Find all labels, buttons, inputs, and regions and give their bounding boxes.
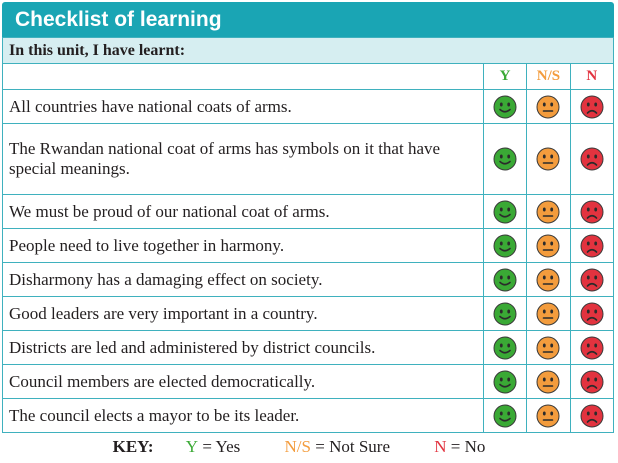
statement-text: We must be proud of our national coat of arms.	[3, 195, 484, 229]
rating-no-cell[interactable]	[570, 263, 613, 297]
checklist	[2, 2, 614, 433]
rating-yes-cell[interactable]	[483, 195, 526, 229]
rating-not-sure-cell[interactable]	[527, 263, 570, 297]
sad-face-icon[interactable]	[580, 336, 604, 360]
rating-yes-cell[interactable]	[483, 297, 526, 331]
table-row	[3, 229, 614, 263]
happy-face-icon[interactable]	[493, 302, 517, 326]
key-label: KEY:	[112, 437, 154, 456]
neutral-face-icon[interactable]	[536, 336, 560, 360]
sad-face-icon[interactable]	[580, 234, 604, 258]
table-row	[3, 399, 614, 433]
statement-text: Districts are led and administered by district councils.	[3, 331, 484, 365]
rating-not-sure-cell[interactable]	[527, 90, 570, 124]
rating-yes-cell[interactable]	[483, 124, 526, 195]
table-row	[3, 331, 614, 365]
happy-face-icon[interactable]	[493, 147, 517, 171]
key-yes-text: = Yes	[202, 437, 241, 456]
key-yes-code: Y	[185, 437, 199, 456]
sad-face-icon[interactable]	[580, 200, 604, 224]
rating-not-sure-cell[interactable]	[527, 124, 570, 195]
rating-yes-cell[interactable]	[483, 331, 526, 365]
rating-no-cell[interactable]	[570, 229, 613, 263]
neutral-face-icon[interactable]	[536, 268, 560, 292]
rating-not-sure-cell[interactable]	[527, 229, 570, 263]
rating-no-cell[interactable]	[570, 90, 613, 124]
statement-text: The council elects a mayor to be its leader.	[3, 399, 484, 433]
neutral-face-icon[interactable]	[536, 370, 560, 394]
header-not-sure: N/S	[527, 64, 570, 90]
sad-face-icon[interactable]	[580, 95, 604, 119]
header-no: N	[570, 64, 613, 90]
happy-face-icon[interactable]	[493, 336, 517, 360]
rating-yes-cell[interactable]	[483, 229, 526, 263]
happy-face-icon[interactable]	[493, 234, 517, 258]
key-yes	[186, 437, 240, 457]
neutral-face-icon[interactable]	[536, 302, 560, 326]
key-not-sure-code: N/S	[284, 437, 311, 456]
sad-face-icon[interactable]	[580, 370, 604, 394]
sad-face-icon[interactable]	[580, 404, 604, 428]
happy-face-icon[interactable]	[493, 95, 517, 119]
key-no-code: N	[434, 437, 447, 456]
statement-text: Disharmony has a damaging effect on society.	[3, 263, 484, 297]
rating-no-cell[interactable]	[570, 331, 613, 365]
rating-no-cell[interactable]	[570, 365, 613, 399]
statement-text: The Rwandan national coat of arms has symbols on it that have special meanings.	[3, 124, 484, 195]
statement-text: Council members are elected democratically.	[3, 365, 484, 399]
neutral-face-icon[interactable]	[536, 147, 560, 171]
table-row	[3, 90, 614, 124]
neutral-face-icon[interactable]	[536, 95, 560, 119]
header-blank	[3, 64, 484, 90]
statement-text: All countries have national coats of arms.	[3, 90, 484, 124]
key-legend	[0, 437, 618, 457]
key-not-sure	[285, 437, 390, 457]
rating-not-sure-cell[interactable]	[527, 365, 570, 399]
rating-no-cell[interactable]	[570, 399, 613, 433]
sad-face-icon[interactable]	[580, 302, 604, 326]
rating-no-cell[interactable]	[570, 195, 613, 229]
rating-no-cell[interactable]	[570, 297, 613, 331]
table-row	[3, 195, 614, 229]
checklist-title: Checklist of learning	[2, 2, 614, 37]
header-row	[3, 64, 614, 90]
happy-face-icon[interactable]	[493, 404, 517, 428]
header-yes: Y	[483, 64, 526, 90]
key-no	[434, 437, 485, 457]
checklist-table	[2, 37, 614, 433]
neutral-face-icon[interactable]	[536, 404, 560, 428]
neutral-face-icon[interactable]	[536, 234, 560, 258]
table-row	[3, 124, 614, 195]
rating-yes-cell[interactable]	[483, 263, 526, 297]
happy-face-icon[interactable]	[493, 370, 517, 394]
table-row	[3, 263, 614, 297]
table-row	[3, 297, 614, 331]
rating-not-sure-cell[interactable]	[527, 399, 570, 433]
statement-text: People need to live together in harmony.	[3, 229, 484, 263]
rating-yes-cell[interactable]	[483, 90, 526, 124]
key-no-text: = No	[450, 437, 486, 456]
happy-face-icon[interactable]	[493, 200, 517, 224]
happy-face-icon[interactable]	[493, 268, 517, 292]
checklist-subtitle: In this unit, I have learnt:	[3, 38, 614, 64]
rating-not-sure-cell[interactable]	[527, 195, 570, 229]
rating-not-sure-cell[interactable]	[527, 297, 570, 331]
rating-no-cell[interactable]	[570, 124, 613, 195]
rating-yes-cell[interactable]	[483, 365, 526, 399]
table-row	[3, 365, 614, 399]
neutral-face-icon[interactable]	[536, 200, 560, 224]
rating-yes-cell[interactable]	[483, 399, 526, 433]
subtitle-row	[3, 38, 614, 64]
key-not-sure-text: = Not Sure	[315, 437, 390, 456]
statement-text: Good leaders are very important in a country.	[3, 297, 484, 331]
sad-face-icon[interactable]	[580, 268, 604, 292]
rating-not-sure-cell[interactable]	[527, 331, 570, 365]
sad-face-icon[interactable]	[580, 147, 604, 171]
